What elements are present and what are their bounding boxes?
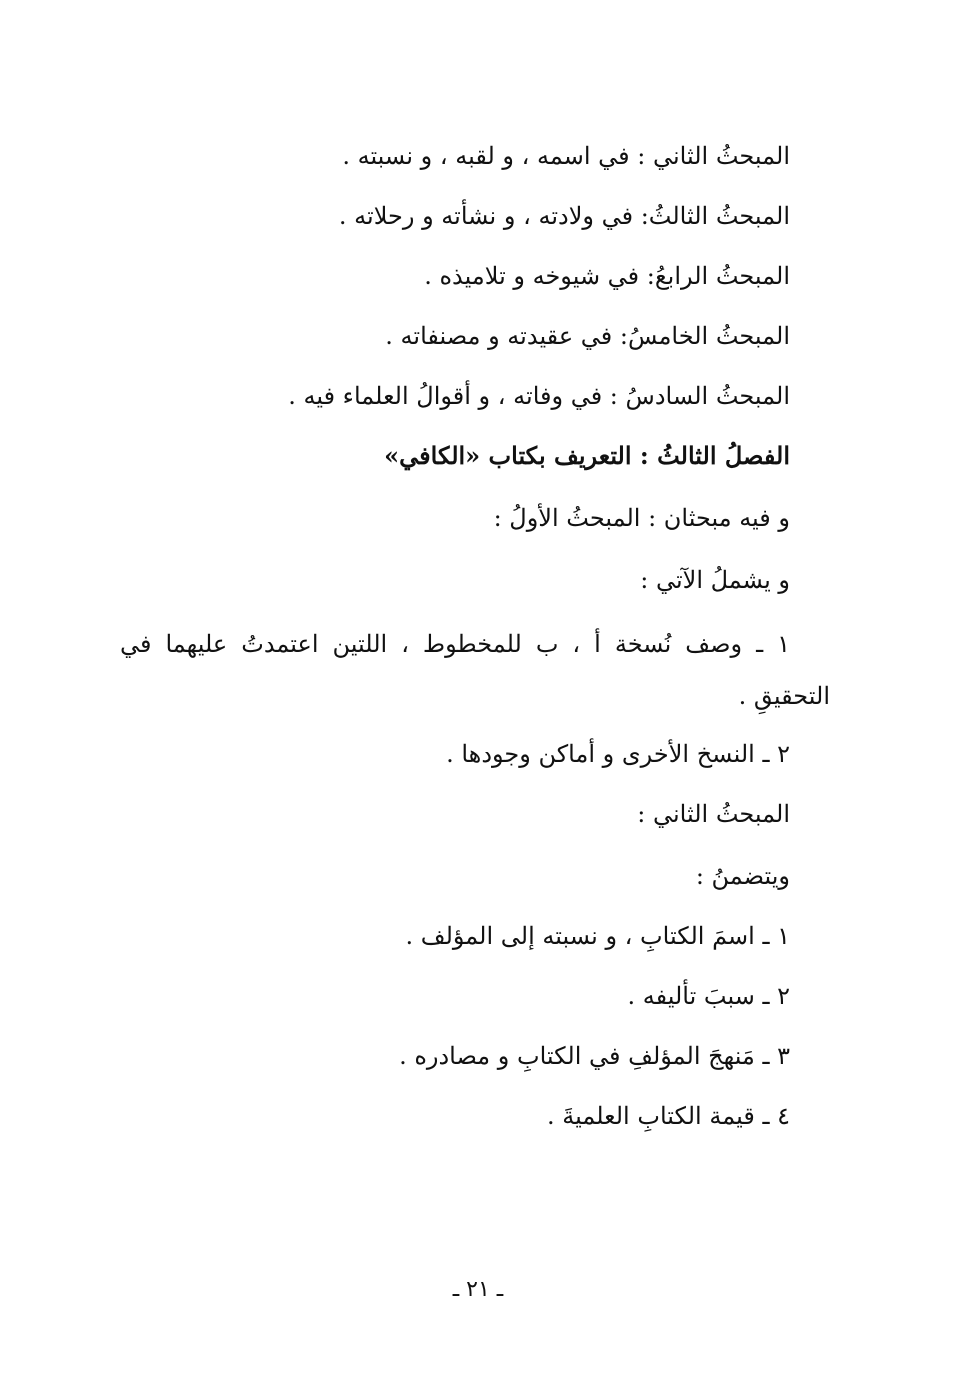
chapter-heading: الفصلُ الثالثُ : التعريف بكتاب «الكافي» xyxy=(384,441,790,470)
toc-line-fifth-section: المبحثُ الخامسُ: في عقيدته و مصنفاته . xyxy=(385,322,790,350)
item-1-line-1: ١ ـ وصف نُسخة أ ، ب للمخطوط ، اللتين اعتمدتُ عليهما في xyxy=(120,630,790,658)
numbered-item-4: ٤ ـ قيمة الكتابِ العلميةَ . xyxy=(546,1102,790,1130)
numbered-item-1: ١ ـ اسمَ الكتابِ ، و نسبته إلى المؤلف . xyxy=(405,922,790,950)
section-two-includes: ويتضمنُ : xyxy=(695,862,790,890)
toc-line-fourth-section: المبحثُ الرابعُ: في شيوخه و تلاميذه . xyxy=(424,262,790,290)
toc-line-second-section: المبحثُ الثاني : في اسمه ، و لقبه ، و نسبته . xyxy=(342,142,790,170)
item-2-line: ٢ ـ النسخ الأخرى و أماكن وجودها . xyxy=(446,740,790,768)
page-number: ـ ٢١ ـ xyxy=(452,1277,504,1302)
intro-line-includes: و يشملُ الآتي : xyxy=(640,566,790,594)
numbered-item-3: ٣ ـ مَنهجَ المؤلفِ في الكتابِ و مصادره . xyxy=(399,1042,790,1070)
numbered-item-2: ٢ ـ سببَ تأليفه . xyxy=(627,982,790,1010)
toc-line-sixth-section: المبحثُ السادسُ : في وفاته ، و أقوالُ العلماء فيه . xyxy=(288,382,790,410)
item-1-line-2: التحقيقِ . xyxy=(738,682,830,710)
section-two-title: المبحثُ الثاني : xyxy=(637,800,790,828)
toc-line-third-section: المبحثُ الثالثُ: في ولادته ، و نشأته و رحلاته . xyxy=(338,202,790,230)
intro-line-two-sections: و فيه مبحثان : المبحثُ الأولُ : xyxy=(493,504,790,532)
